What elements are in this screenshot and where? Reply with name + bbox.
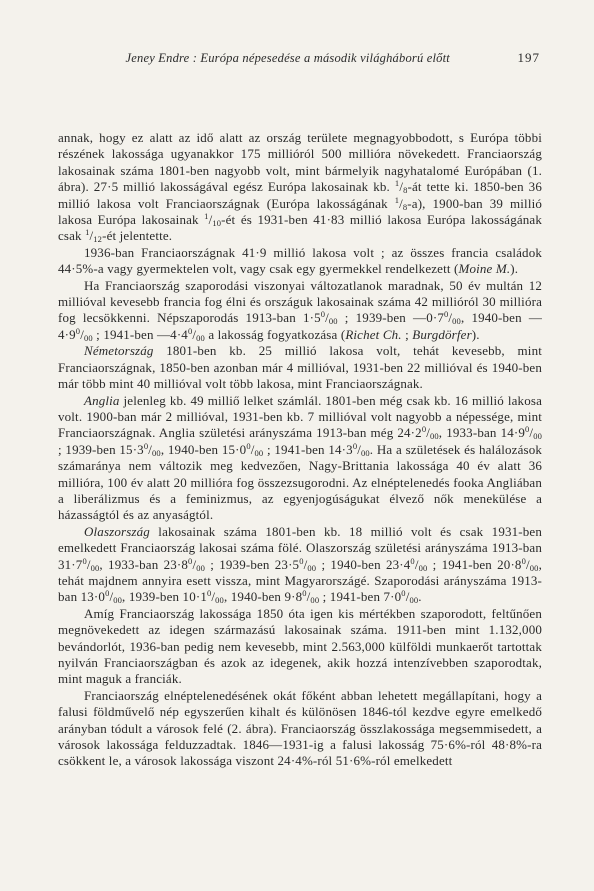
paragraph: 1936-ban Franciaországnak 41·9 millió lakosa volt ; az összes francia családok 44·5%-a vagy gyermektelen volt, vagy csak egy gyermekkel rendelkezett (Moine M.). bbox=[58, 244, 542, 277]
body-text bbox=[58, 130, 542, 770]
paragraph: Franciaország elnéptelenedésének okát főként abban lehetett megállapítani, hogy a falusi földművelő nép egyszerűen kihalt és különösen 1846-tól kezdve egyre emelkedő arányban tódult a városok felé (2. ábra). Franciaország összlakossága megsemmisedett, a városok lakossága felduzzadtak. 1846—1931-ig a falusi lakosság 75·6%-ról 48·8%-ra csökkent le, a városok lakossága viszont 24·4%-ról 51·6%-ról emelkedett bbox=[58, 687, 542, 769]
country-name: Olaszország bbox=[84, 523, 150, 539]
citation: Richet Ch. bbox=[345, 326, 402, 342]
running-title: Jeney Endre : Európa népesedése a második világháború előtt bbox=[125, 51, 450, 65]
citation: Moine M. bbox=[458, 261, 511, 277]
paragraph: Olaszország lakosainak száma 1801-ben kb. 18 millió volt és csak 1931-ben emelkedett Franciaország lakosai száma fölé. Olaszország születési arányszáma 1913-ban $31\cdot 7^0/_{00}$, 1933-ban $23\cdot 8^0/_{00}$ ; 1939-ben $23\cdot 5^0/_{00}$ ; 1940-ben $23\cdot 4^0/_{00}$ ; 1941-ben $20\cdot 8^0/_{00}$, tehát majdnem annyira esett vissza, mint Magyarországé. Szaporodási arányszáma 1913-ban $13\cdot 0^0/_{00}$, 1939-ben $10\cdot 1^0/_{00}$, 1940-ben $9\cdot 8^0/_{00}$ ; 1941-ben $7\cdot 0^0/_{00}$. bbox=[58, 523, 542, 606]
paragraph: Anglia jelenleg kb. 49 milliő lelket számlál. 1801-ben még csak kb. 16 millió lakosa volt. 1900-ban már 2 millióval, 1931-ben kb. 7 millióval volt nagyobb a népessége, mint Franciaországnak. Anglia születési arányszáma 1913-ban még $24\cdot 2^0/_{00}$, 1933-ban $14\cdot 9^0/_{00}$ ; 1939-ben $15\cdot 3^0/_{00}$, 1940-ben $15\cdot 0^0/_{00}$ ; 1941-ben $14\cdot 3^0/_{00}$. Ha a születések és halálozások számaránya nem változik meg kedvezően, Nagy-Brittania lakossága 40 év alatt 36 millióra, 100 év alatt 20 millióra fog összezsugorodni. Az elnéptelenedés fooka Angliában a liberálizmus és a feminizmus, az egyenjogúságukat élvező nők menekülése a házasságtól és az anyaságtól. bbox=[58, 392, 542, 523]
citation: Burgdörfer bbox=[412, 326, 472, 342]
paragraph: Ha Franciaország szaporodási viszonyai változatlanok maradnak, 50 év multán 12 millióval kevesebb francia fog élni és országuk lakosainak száma 42 millióról 30 millióra fog lecsökkenni. Népszaporodás 1913-ban $1\cdot 5^0/_{00}$ ; 1939-ben $—0\cdot 7^0/_{00}$, 1940-ben $—4\cdot 9^0/_{00}$ ; 1941-ben $—4\cdot 4^0/_{00}$ a lakosság fogyatkozása (Richet Ch. ; Burgdörfer). bbox=[58, 277, 542, 343]
paragraph: Németország 1801-ben kb. 25 millió lakosa volt, tehát kevesebb, mint Franciaországnak, 1850-ben azonban már 4 millióval, 1931-ben 22 millióval és 1940-ben már több mint 40 millióval volt több lakosa, mint Franciaországnak. bbox=[58, 343, 542, 392]
country-name: Anglia bbox=[84, 392, 120, 408]
paragraph: Amíg Franciaország lakossága 1850 óta igen kis mértékben szaporodott, feltűnően megnövekedett az idegen származású lakosainak száma. 1911-ben mint 1.132,000 bevándorlót, 1936-ban pedig nem kevesebb, mint 2.563,000 külföldi munkaerőt tartottak nyilván Franciaországban és azok az idegenek, akik hozzá intenzívebben szaporodtak, mint maguk a franciák. bbox=[58, 605, 542, 687]
page-number: 197 bbox=[517, 50, 540, 65]
country-name: Németország bbox=[84, 343, 154, 359]
paragraph: annak, hogy ez alatt az idő alatt az ország területe megnagyobbodott, s Európa többi részének lakossága ugyanakkor 175 millióról 500 millióra növekedett. Franciaország lakosainak száma 1801-ben nagyobb volt, mint bármelyik nagyhatalomé Európában (1. ábra). 27·5 millió lakosságával egész Európa lakosainak kb. $^1/_8-át$ tette ki. 1850-ben 36 millió lakosa volt Franciaországnak (Európa lakosságának $^1/_8-a$), 1900-ban 39 millió lakosa Európa lakosainak $^1/_{10}-ét$ és 1931-ben 41·83 millió lakosa Európa lakosságának csak $^1/_{12}-ét$ jelentette. bbox=[58, 130, 542, 245]
running-head bbox=[58, 50, 542, 70]
